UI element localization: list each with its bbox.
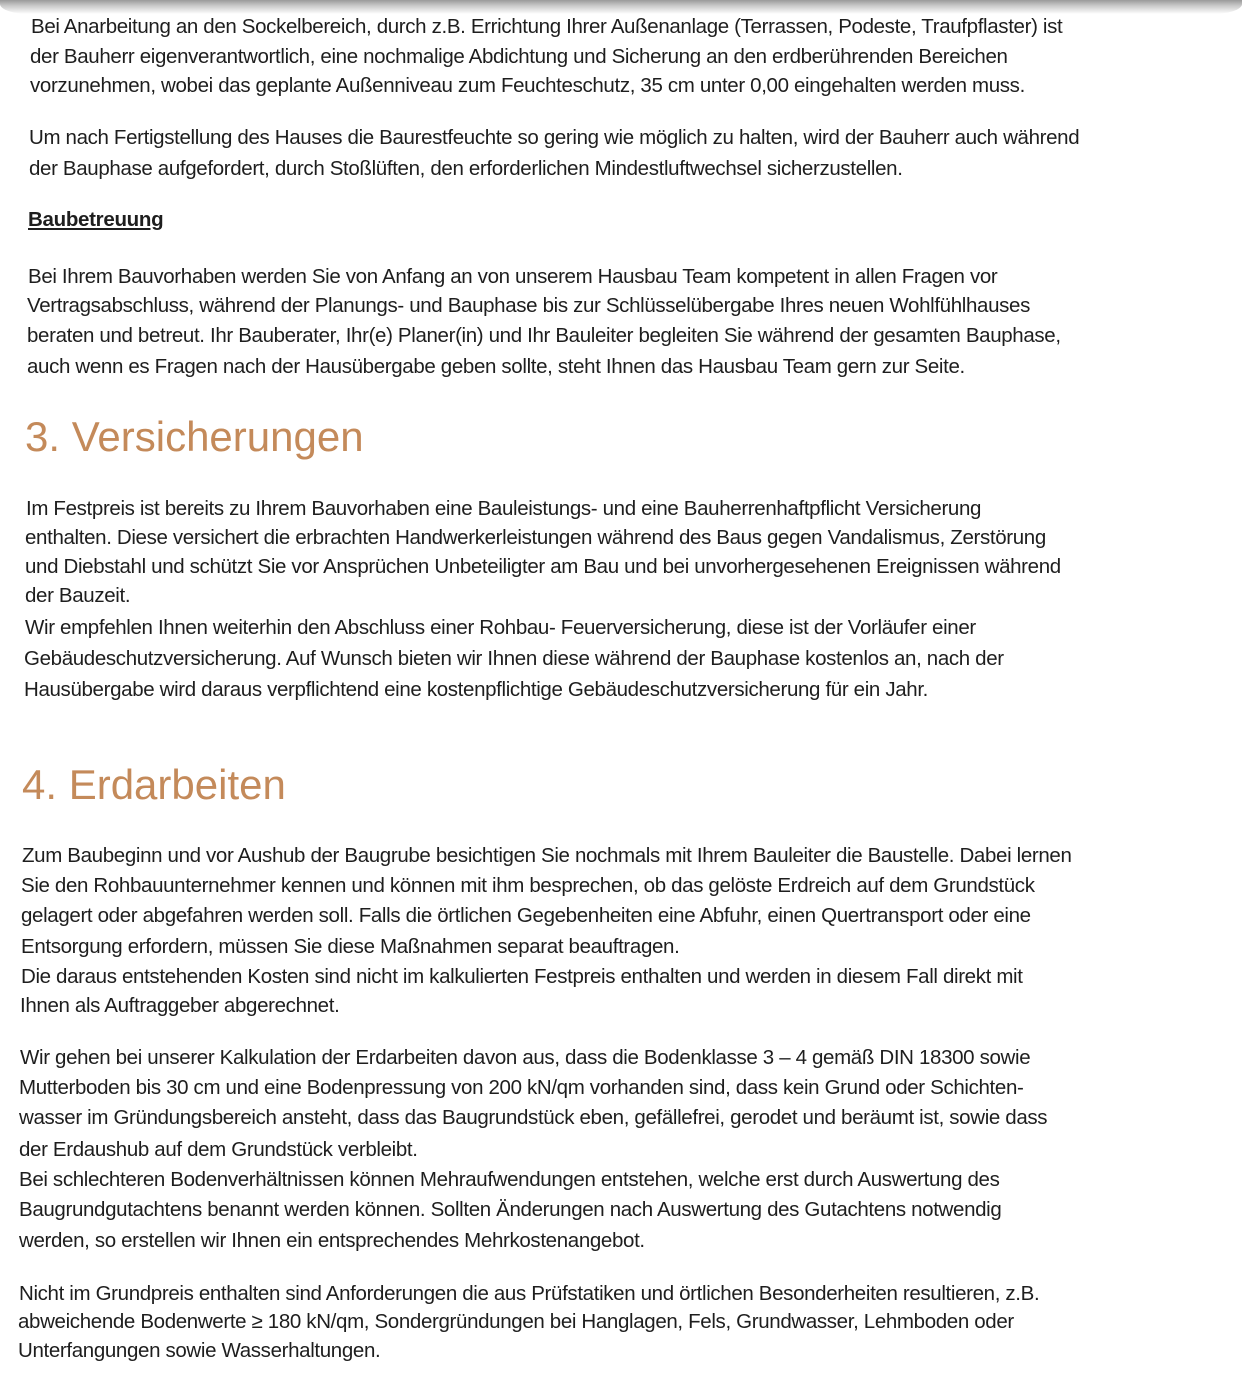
text-line: Die daraus entstehenden Kosten sind nicht im kalkulierten Festpreis enthalten und werden in diesem Fall direkt mit (21, 965, 1023, 988)
text-line: wasser im Gründungsbereich ansteht, dass das Baugrundstück eben, gefällefrei, gerodet und beräumt ist, sowie dass (19, 1106, 1048, 1129)
text-line: Gebäudeschutzversicherung. Auf Wunsch bieten wir Ihnen diese während der Bauphase kostenlos an, nach der (24, 647, 1004, 670)
text-line: Baugrundgutachtens benannt werden können. Sollten Änderungen nach Auswertung des Gutachtens notwendig (19, 1198, 1002, 1221)
text-line: und Diebstahl und schützt Sie vor Ansprüchen Unbeteiligter am Bau und bei unvorhergesehenen Ereignissen während (25, 555, 1061, 578)
text-line: Vertragsabschluss, während der Planungs- und Bauphase bis zur Schlüsselübergabe Ihres neuen Wohlfühlhauses (27, 294, 1030, 317)
text-line: auch wenn es Fragen nach der Hausübergabe geben sollte, steht Ihnen das Hausbau Team gern zur Seite. (27, 355, 965, 378)
text-line: der Bauphase aufgefordert, durch Stoßlüften, den erforderlichen Mindestluftwechsel sicherzustellen. (29, 157, 903, 180)
section-heading-versicherungen: 3. Versicherungen (25, 413, 364, 460)
text-line: enthalten. Diese versichert die erbrachten Handwerkerleistungen während des Baus gegen Vandalismus, Zerstörung (25, 526, 1046, 549)
subheading-baubetreuung: Baubetreuung (28, 208, 164, 231)
text-line: Um nach Fertigstellung des Hauses die Baurestfeuchte so gering wie möglich zu halten, wird der Bauherr auch während (29, 126, 1080, 149)
text-line: gelagert oder abgefahren werden soll. Falls die örtlichen Gegebenheiten eine Abfuhr, einen Quertransport oder eine (21, 904, 1031, 927)
text-line: Entsorgung erfordern, müssen Sie diese Maßnahmen separat beauftragen. (21, 935, 680, 958)
text-line: beraten und betreut. Ihr Bauberater, Ihr(e) Planer(in) und Ihr Bauleiter begleiten Sie während der gesamten Bauphase, (27, 324, 1061, 347)
text-line: Im Festpreis ist bereits zu Ihrem Bauvorhaben eine Bauleistungs- und eine Bauherrenhaftpflicht Versicherung (26, 497, 982, 520)
text-line: Sie den Rohbauunternehmer kennen und können mit ihm besprechen, ob das gelöste Erdreich auf dem Grundstück (21, 874, 1035, 897)
text-line: Wir gehen bei unserer Kalkulation der Erdarbeiten davon aus, dass die Bodenklasse 3 – 4 gemäß DIN 18300 sowie (20, 1046, 1031, 1069)
text-line: vorzunehmen, wobei das geplante Außenniveau zum Feuchteschutz, 35 cm unter 0,00 eingehalten werden muss. (30, 74, 1025, 97)
text-line: Zum Baubeginn und vor Aushub der Baugrube besichtigen Sie nochmals mit Ihrem Bauleiter die Baustelle. Dabei lernen (22, 844, 1072, 867)
text-line: der Erdaushub auf dem Grundstück verbleibt. (19, 1138, 418, 1161)
text-line: werden, so erstellen wir Ihnen ein entsprechendes Mehrkostenangebot. (19, 1229, 645, 1252)
text-line: Hausübergabe wird daraus verpflichtend eine kostenpflichtige Gebäudeschutzversicherung für ein Jahr. (24, 678, 929, 701)
text-line: Ihnen als Auftraggeber abgerechnet. (20, 994, 340, 1017)
text-line: Bei schlechteren Bodenverhältnissen können Mehraufwendungen entstehen, welche erst durch Auswertung des (19, 1168, 1000, 1191)
text-line: Bei Anarbeitung an den Sockelbereich, durch z.B. Errichtung Ihrer Außenanlage (Terrassen, Podeste, Traufpflaster) ist (31, 15, 1063, 38)
text-line: der Bauzeit. (25, 584, 131, 607)
text-line: der Bauherr eigenverantwortlich, eine nochmalige Abdichtung und Sicherung an den erdberührenden Bereichen (30, 45, 1008, 68)
text-line: abweichende Bodenwerte ≥ 180 kN/qm, Sondergründungen bei Hanglagen, Fels, Grundwasser, Lehmboden oder (18, 1310, 1014, 1333)
text-line: Wir empfehlen Ihnen weiterhin den Abschluss einer Rohbau- Feuerversicherung, diese ist der Vorläufer einer (25, 616, 976, 639)
text-line: Mutterboden bis 30 cm und eine Bodenpressung von 200 kN/qm vorhanden sind, dass kein Grund oder Schichten- (19, 1076, 1024, 1099)
text-line: Nicht im Grundpreis enthalten sind Anforderungen die aus Prüfstatiken und örtlichen Besonderheiten resultieren, z.B. (19, 1282, 1040, 1305)
text-line: Bei Ihrem Bauvorhaben werden Sie von Anfang an von unserem Hausbau Team kompetent in allen Fragen vor (28, 265, 998, 288)
text-line: Unterfangungen sowie Wasserhaltungen. (18, 1339, 381, 1362)
section-heading-erdarbeiten: 4. Erdarbeiten (22, 761, 286, 808)
